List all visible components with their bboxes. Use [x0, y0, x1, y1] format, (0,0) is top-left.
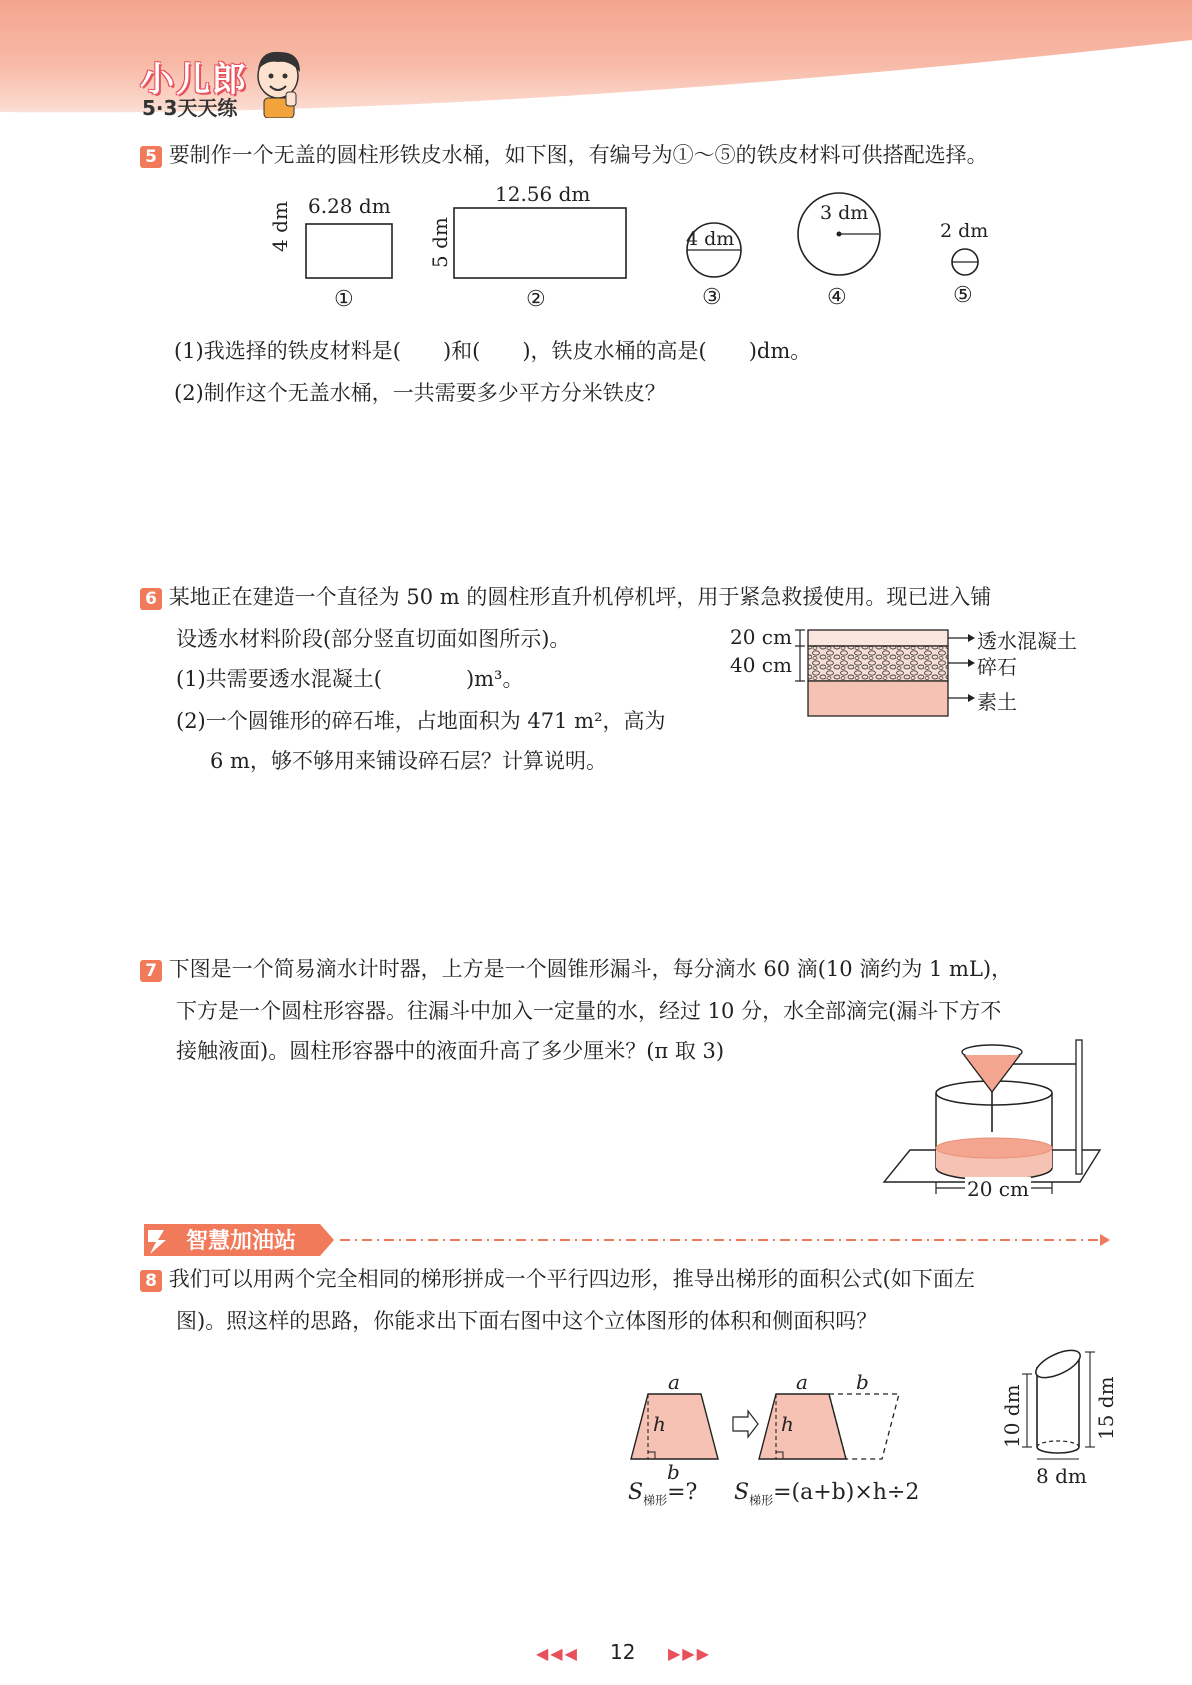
m2-height: 5 dm	[428, 217, 452, 268]
q8-sub-trapezoid-2: 梯形	[749, 1493, 774, 1508]
q8-stem: 我们可以用两个完全相同的梯形拼成一个平行四边形，推导出梯形的面积公式(如下面左	[168, 1267, 975, 1291]
m3-id: ③	[702, 285, 722, 310]
page-number: 12	[610, 1640, 636, 1664]
q5-sub2: (2)制作这个无盖水桶，一共需要多少平方分米铁皮？	[174, 381, 666, 405]
m1-width: 6.28 dm	[308, 194, 391, 218]
q6-sub1: (1)共需要透水混凝土( )m³。	[176, 667, 524, 691]
q5-number: 5	[140, 146, 162, 168]
q8-s-symbol-2: S	[734, 1480, 750, 1505]
q7-number: 7	[140, 960, 162, 982]
q8-number: 8	[140, 1270, 162, 1292]
q7-line2: 下方是一个圆柱形容器。往漏斗中加入一定量的水，经过 10 分，水全部滴完(漏斗下方不	[176, 999, 1002, 1023]
q8-label-h2: h	[781, 1412, 794, 1436]
q6-layer2: 碎石	[977, 655, 1017, 679]
prev-arrows: ◀◀◀	[536, 1644, 579, 1663]
q5-sub1: (1)我选择的铁皮材料是( )和( )，铁皮水桶的高是( )dm。	[174, 339, 812, 363]
q8-formula-left	[628, 1480, 697, 1508]
q8-label-b1: b	[667, 1460, 680, 1484]
q5-stem: 要制作一个无盖的圆柱形铁皮水桶，如下图，有编号为①～⑤的铁皮材料可供搭配选择。	[168, 143, 988, 167]
brand-subtitle: 5·3天天练	[142, 96, 238, 120]
q8-diameter: 8 dm	[1036, 1464, 1087, 1488]
q6-sub2b: 6 m，够不够用来铺设碎石层？计算说明。	[210, 749, 607, 773]
q6-layer3: 素土	[977, 690, 1017, 714]
q7-stem: 下图是一个简易滴水计时器，上方是一个圆锥形漏斗，每分滴水 60 滴(10 滴约为 1 mL)，	[168, 957, 1013, 981]
next-arrows: ▶▶▶	[668, 1644, 711, 1663]
q6-stem: 某地正在建造一个直径为 50 m 的圆柱形直升机停机坪，用于紧急救援使用。现已进入铺	[168, 585, 992, 609]
q6-layer1: 透水混凝土	[977, 629, 1077, 653]
q8-rhs: =(a+b)×h÷2	[773, 1480, 920, 1505]
q8-sub-trapezoid: 梯形	[643, 1493, 668, 1508]
q8-label-a1: a	[668, 1370, 680, 1394]
m4-id: ④	[827, 285, 847, 310]
q8-line2: 图)。照这样的思路，你能求出下面右图中这个立体图形的体积和侧面积吗？	[176, 1309, 878, 1333]
m1-id: ①	[334, 287, 354, 312]
q8-formula-right	[734, 1480, 919, 1508]
m2-width: 12.56 dm	[495, 182, 591, 206]
q6-dim2: 40 cm	[730, 653, 792, 677]
q8-h2: 15 dm	[1094, 1376, 1118, 1440]
m2-id: ②	[526, 287, 546, 312]
q7-diameter: 20 cm	[967, 1177, 1029, 1201]
q8-label-h1: h	[653, 1412, 666, 1436]
q8-s-symbol: S	[628, 1480, 644, 1505]
m5-label: 2 dm	[940, 220, 989, 242]
q8-q: =?	[667, 1480, 698, 1505]
q8-label-a2: a	[796, 1370, 808, 1394]
m5-id: ⑤	[953, 283, 973, 308]
m4-label: 3 dm	[820, 202, 869, 224]
q8-label-b2: b	[856, 1370, 869, 1394]
q6-dim1: 20 cm	[730, 625, 792, 649]
m1-height: 4 dm	[268, 201, 292, 252]
q6-sub2a: (2)一个圆锥形的碎石堆，占地面积为 471 m²，高为	[176, 709, 666, 733]
section-title: 智慧加油站	[186, 1229, 297, 1254]
m3-label: 4 dm	[686, 228, 735, 250]
q7-line3: 接触液面)。圆柱形容器中的液面升高了多少厘米？(π 取 3)	[176, 1039, 725, 1063]
q6-line2: 设透水材料阶段(部分竖直切面如图所示)。	[176, 627, 571, 651]
brand-logo: 小儿郎	[140, 60, 248, 100]
q6-number: 6	[140, 588, 162, 610]
q8-h1: 10 dm	[1000, 1384, 1024, 1448]
